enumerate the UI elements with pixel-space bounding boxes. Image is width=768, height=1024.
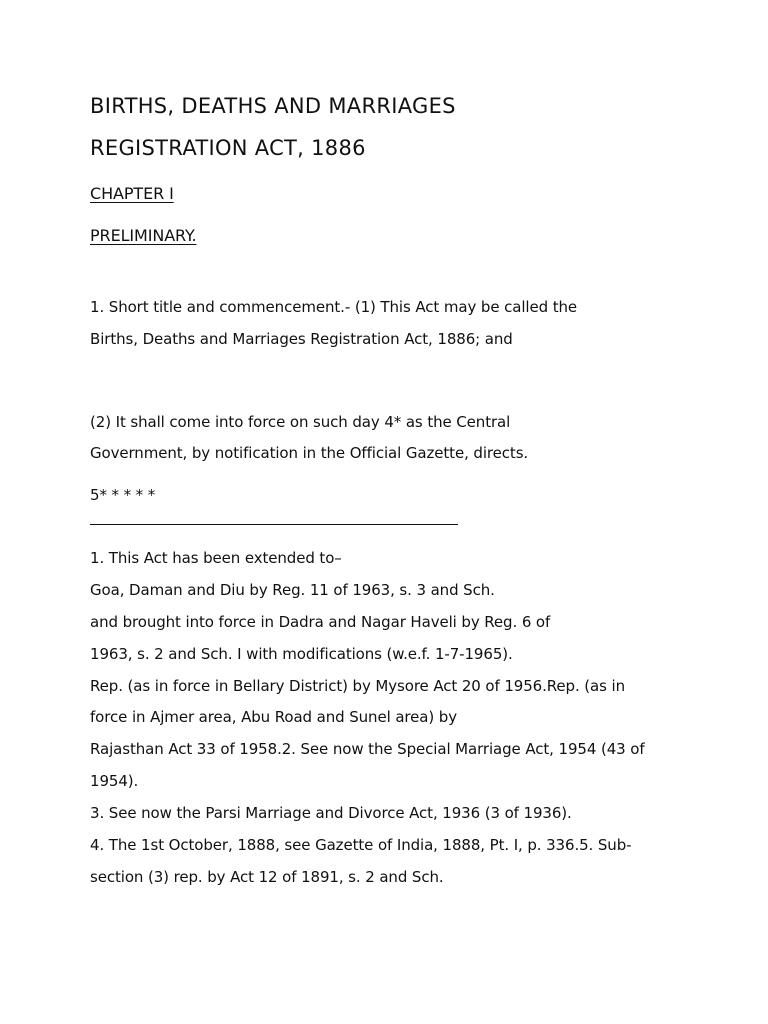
footnote-line: 4. The 1st October, 1888, see Gazette of India, 1888, Pt. I, p. 336.5. Sub- <box>90 836 632 854</box>
body-line: 1. Short title and commencement.- (1) This Act may be called the <box>90 298 578 316</box>
preliminary-heading: PRELIMINARY. <box>90 226 197 245</box>
footnote-separator <box>90 524 458 525</box>
footnote-line: Rep. (as in force in Bellary District) by Mysore Act 20 of 1956.Rep. (as in <box>90 677 626 695</box>
footnote-line: 1954). <box>90 772 139 790</box>
footnote-line: 1. This Act has been extended to– <box>90 549 342 567</box>
footnote-line: Rajasthan Act 33 of 1958.2. See now the Special Marriage Act, 1954 (43 of <box>90 740 645 758</box>
body-line: Government, by notification in the Official Gazette, directs. <box>90 444 529 462</box>
body-line: Births, Deaths and Marriages Registration Act, 1886; and <box>90 330 513 348</box>
footnote-line: and brought into force in Dadra and Nagar Haveli by Reg. 6 of <box>90 613 551 631</box>
footnote-line: force in Ajmer area, Abu Road and Sunel area) by <box>90 708 457 726</box>
act-title-line-2: REGISTRATION ACT, 1886 <box>90 136 366 160</box>
footnote-line: Goa, Daman and Diu by Reg. 11 of 1963, s. 3 and Sch. <box>90 581 495 599</box>
footnote-line: 1963, s. 2 and Sch. I with modifications (w.e.f. 1-7-1965). <box>90 645 513 663</box>
chapter-heading: CHAPTER I <box>90 184 174 203</box>
footnote-line: section (3) rep. by Act 12 of 1891, s. 2 and Sch. <box>90 868 444 886</box>
footnote-line: 3. See now the Parsi Marriage and Divorce Act, 1936 (3 of 1936). <box>90 804 572 822</box>
omitted-subsection: 5* * * * * <box>90 486 156 504</box>
body-line: (2) It shall come into force on such day 4* as the Central <box>90 413 511 431</box>
act-title-line-1: BIRTHS, DEATHS AND MARRIAGES <box>90 94 456 118</box>
